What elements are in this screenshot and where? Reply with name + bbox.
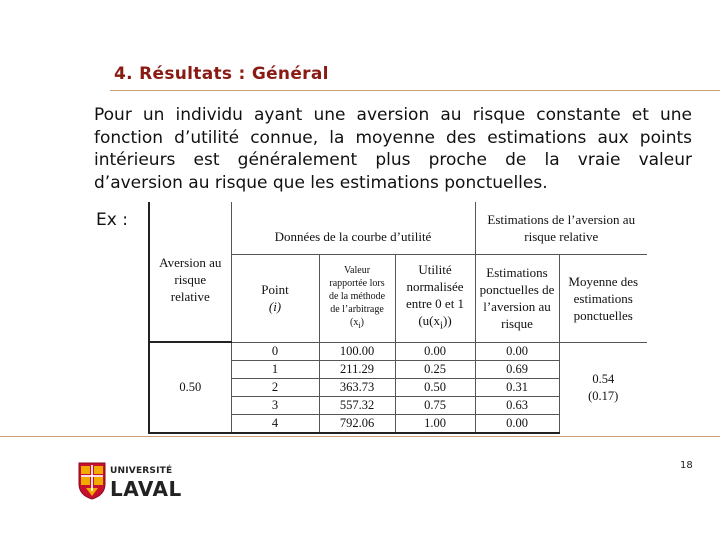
utility-header — [395, 254, 475, 342]
estimates-group-header: Estimations de l’aversion au risque relative — [487, 211, 636, 244]
cell-utility: 1.00 — [395, 414, 475, 433]
cell-point: 3 — [231, 396, 319, 414]
aversion-value: 0.50 — [149, 342, 231, 433]
utility-header-line: entre 0 et 1 — [405, 296, 465, 312]
corner-cell — [149, 202, 231, 254]
estimations-header: Estimations ponctuelles de l’aversion au risque — [475, 254, 559, 342]
mean-value: 0.54 — [592, 371, 615, 386]
example-label: Ex : — [96, 210, 128, 230]
slide-title: 4. Résultats : Général — [114, 64, 329, 84]
utility-header-line: normalisée — [406, 279, 464, 295]
footer-divider — [0, 436, 720, 437]
cell-value: 211.29 — [319, 360, 395, 378]
utility-header-symbol: $(u(x_i))$ — [418, 313, 452, 332]
cell-estimate: 0.00 — [475, 342, 559, 360]
cell-value: 557.32 — [319, 396, 395, 414]
cell-point: 0 — [231, 342, 319, 360]
cell-point: 2 — [231, 378, 319, 396]
cell-estimate: 0.69 — [475, 360, 559, 378]
cell-value: 363.73 — [319, 378, 395, 396]
mean-cell — [559, 342, 647, 433]
paragraph-line: intérieurs est généralement plus proche de la vraie valeur — [94, 150, 692, 170]
results-table — [148, 202, 647, 434]
logo-wordmark-top: UNIVERSITÉ — [110, 466, 173, 476]
paragraph-line: fonction d’utilité connue, la moyenne des estimations aux points — [94, 127, 692, 148]
value-header — [319, 254, 395, 342]
aversion-header: Aversion au risque relative — [149, 254, 231, 342]
point-header — [231, 254, 319, 342]
cell-utility: 0.00 — [395, 342, 475, 360]
cell-estimate: 0.31 — [475, 378, 559, 396]
page-number: 18 — [680, 460, 693, 471]
value-header-line: Valeur — [343, 265, 371, 276]
point-header-label: Point — [261, 282, 289, 297]
cell-utility: 0.75 — [395, 396, 475, 414]
intro-paragraph — [94, 104, 692, 194]
paragraph-line: Pour un individu ayant une aversion au risque constante et une — [94, 105, 692, 125]
utility-header-line: Utilité — [418, 262, 452, 278]
cell-estimate: 0.00 — [475, 414, 559, 433]
value-header-line: de la méthode — [328, 291, 386, 302]
logo-wordmark-main: LAVAL — [110, 477, 182, 501]
cell-estimate: 0.63 — [475, 396, 559, 414]
cell-point: 4 — [231, 414, 319, 433]
cell-value: 100.00 — [319, 342, 395, 360]
point-header-symbol: (i) — [268, 299, 282, 314]
paragraph-line: d’aversion au risque que les estimations ponctuelles. — [94, 172, 548, 193]
cell-point: 1 — [231, 360, 319, 378]
mean-header: Moyenne des estimations ponctuelles — [559, 254, 647, 342]
cell-value: 792.06 — [319, 414, 395, 433]
value-header-line: de l’arbitrage — [330, 304, 384, 315]
value-header-symbol: $(x_i)$ — [349, 317, 364, 330]
title-divider — [110, 90, 720, 91]
utility-group-header: Données de la courbe d’utilité — [231, 202, 475, 254]
crest-icon — [78, 462, 106, 500]
value-header-line: rapportée lors — [329, 278, 385, 289]
cell-utility: 0.25 — [395, 360, 475, 378]
cell-utility: 0.50 — [395, 378, 475, 396]
mean-sd: (0.17) — [588, 388, 619, 403]
